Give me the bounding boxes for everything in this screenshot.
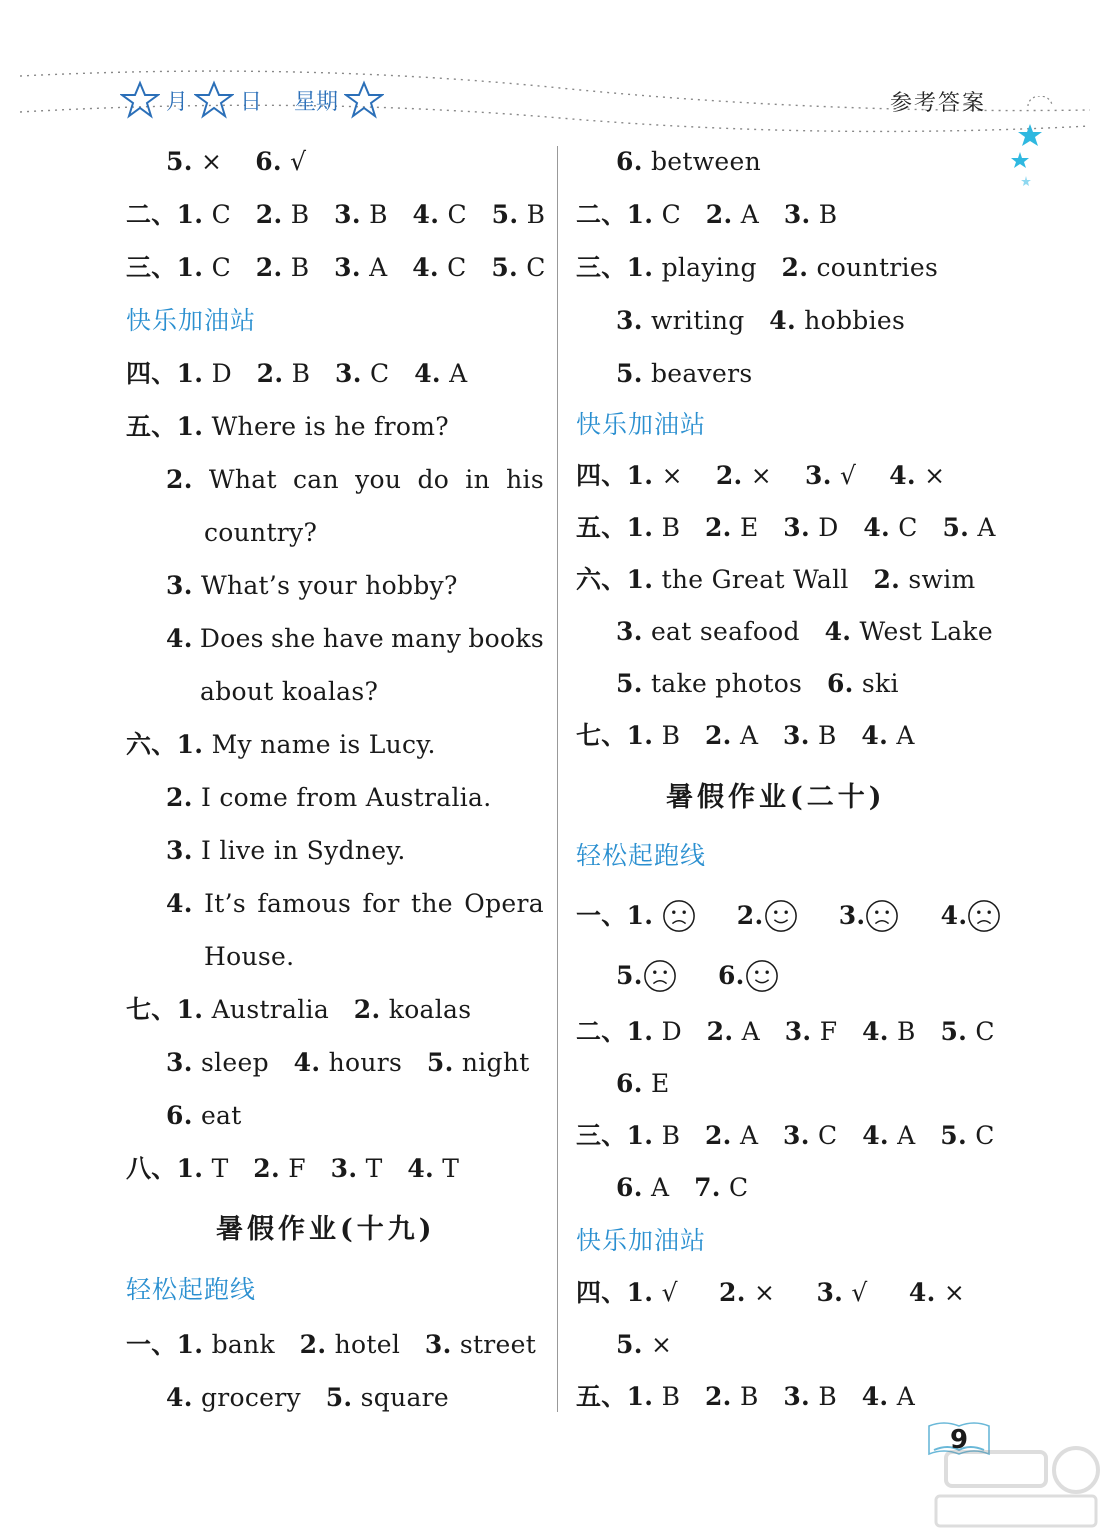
answer-line: 四、1. D 2. B 3. C 4. A <box>126 359 468 388</box>
answer-line: 3. I live in Sydney. <box>166 836 406 865</box>
happy-face-icon <box>745 959 779 993</box>
star-outline-icon <box>194 80 234 120</box>
answer-line: 二、1. C 2. A 3. B <box>576 200 838 229</box>
day-label: 日 <box>240 89 263 115</box>
answer-line: 3. eat seafood 4. West Lake <box>616 617 993 646</box>
answer-line: 2. I come from Australia. <box>166 783 492 812</box>
answer-line: 四、1. × 2. × 3. √ 4. × <box>576 461 946 490</box>
answer-line: 6. between <box>616 147 761 176</box>
answer-line: 八、1. T 2. F 3. T 4. T <box>126 1154 460 1183</box>
reference-answers-title: 参考答案 <box>890 91 987 116</box>
sad-face-icon <box>643 959 677 993</box>
answer-line: 5. take photos 6. ski <box>616 669 899 698</box>
section-label: 快乐加油站 <box>126 306 257 335</box>
answer-line: 四、1. √ 2. × 3. √ 4. × <box>576 1278 966 1307</box>
weekday-label: 星期 <box>294 89 339 115</box>
answer-line: 3. What’s your hobby? <box>166 571 458 600</box>
lesson-heading: 暑假作业(十九) <box>216 1214 436 1245</box>
answer-line: 4. It’s famous for the Opera <box>166 889 544 918</box>
answer-line: 五、1. B 2. B 3. B 4. A <box>576 1382 916 1411</box>
answer-line: 七、1. Australia 2. koalas <box>126 995 472 1024</box>
answer-line: 二、1. D 2. A 3. F 4. B 5. C <box>576 1017 995 1046</box>
answer-line: 六、1. My name is Lucy. <box>126 730 436 759</box>
answer-line: 4. Does she have many books <box>166 624 544 653</box>
answer-line: 5. 6. <box>616 948 779 1004</box>
blue-stars-decoration <box>1000 96 1060 196</box>
answer-line: 4. grocery 5. square <box>166 1383 450 1412</box>
answer-line: 三、1. C 2. B 3. A 4. C 5. C <box>126 253 546 282</box>
star-outline-icon <box>120 80 160 120</box>
section-label: 轻松起跑线 <box>126 1275 257 1304</box>
answer-line: 5. × <box>616 1330 673 1359</box>
answer-line: country? <box>204 518 318 547</box>
answer-line: 一、1. bank 2. hotel 3. street <box>126 1330 537 1359</box>
answer-line: 6. A 7. C <box>616 1173 749 1202</box>
answer-line: 3. writing 4. hobbies <box>616 306 906 335</box>
answer-line: 七、1. B 2. A 3. B 4. A <box>576 721 915 750</box>
answer-line: 一、 1. 2. 3. 4. <box>576 888 1001 944</box>
answer-line: 6. E <box>616 1069 670 1098</box>
answer-line: 6. eat <box>166 1101 242 1130</box>
answer-line: 六、1. the Great Wall 2. swim <box>576 565 976 594</box>
page-number: 9 <box>949 1425 969 1455</box>
answer-line: 5. × 6. √ <box>166 147 307 176</box>
section-label: 快乐加油站 <box>576 1226 707 1255</box>
section-label: 快乐加油站 <box>576 410 707 439</box>
sad-face-icon <box>865 899 899 933</box>
answer-line: 三、1. playing 2. countries <box>576 253 939 282</box>
answer-line: House. <box>204 942 295 971</box>
answer-line: 二、1. C 2. B 3. B 4. C 5. B <box>126 200 546 229</box>
lesson-heading: 暑假作业(二十) <box>666 782 886 813</box>
month-label: 月 <box>166 89 189 115</box>
answer-line: about koalas? <box>200 677 379 706</box>
answer-line: 5. beavers <box>616 359 753 388</box>
happy-face-icon <box>764 899 798 933</box>
column-divider <box>557 146 558 1412</box>
sad-face-icon <box>967 899 1001 933</box>
section-label: 轻松起跑线 <box>576 841 707 870</box>
answer-line: 2. What can you do in his <box>166 465 544 494</box>
answer-line: 三、1. B 2. A 3. C 4. A 5. C <box>576 1121 995 1150</box>
answer-line: 五、1. Where is he from? <box>126 412 449 441</box>
date-line <box>120 78 384 122</box>
watermark-logo <box>926 1440 1106 1536</box>
star-outline-icon <box>344 80 384 120</box>
answer-line: 3. sleep 4. hours 5. night <box>166 1048 530 1077</box>
sad-face-icon <box>662 899 696 933</box>
answer-line: 五、1. B 2. E 3. D 4. C 5. A <box>576 513 996 542</box>
